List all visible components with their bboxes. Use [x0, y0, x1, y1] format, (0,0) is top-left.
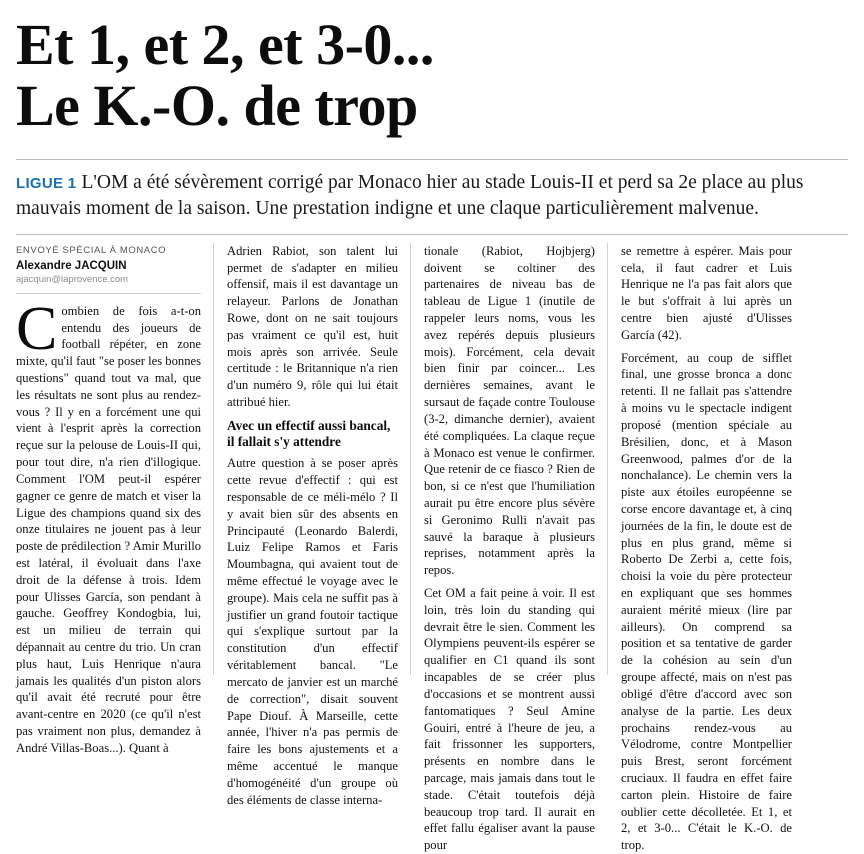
column-4 [607, 243, 804, 853]
paragraph-c4-p2: Forcément, au coup de sifflet final, une grosse bronca a donc retenti. Il ne fallait pas s'attendre à moins vu le spectacle indigent proposé (mention spéciale au Brésilien, donc, et à Mason Greenwood, palmes d'or de la nonchalance). Le chemin vers la piste aux étoiles européenne se corse encore davantage et, à cinq journées de la fin, le doute est de plus en plus grand, même si Roberto De Zerbi a, cette fois, choisi la voie du père protecteur en expliquant que ses hommes auraient mérité mieux (lire par ailleurs). On comprend sa position et sa tentative de garder de la cohésion au sein d'un groupe affecté, mais on n'est pas obligé d'être d'accord avec son analyse de la partie. Les deux prochains rendez-vous au Vélodrome, contre Montpellier puis Brest, seront forcément cruciaux. Il faudra en effet faire carton plein. Histoire de faire oublier cette décolletée. Et 1, et 2, et 3-0... C'était le K.-O. de trop. [621, 350, 792, 853]
divider-above-chapeau [16, 159, 848, 160]
column-1 [16, 243, 213, 755]
paragraph-c1-p1-text: ombien de fois a-t-on entendu des joueurs de football répéter, en zone mixte, qu'il faut "se poser les bonnes questions" quand tout va mal, que les résultats ne sont plus au rendez-vous ? Il y en a forcément une qui vient à l'esprit après la correction reçue sur la pelouse de Louis-II qui, pour tout dire, n'a rien d'illogique. Comment l'OM peut-il espérer gagner ce genre de match et viser la Ligue des champions quand six des onze titulaires ne jouent pas à leur poste de prédilection ? Amir Murillo est latéral, il évoluait dans l'axe droit de la défense à trois. Idem pour Ulisses García, son pendant à gauche. Geoffrey Kondogbia, lui, est un milieu de terrain qui dépannait au centre du trio. Un cran plus haut, Luis Henrique n'aura jamais les qualités d'un piston alors qu'il avait été recruté pour être avant-centre en 2020 (ce qu'il n'est pas vraiment non plus, demandez à André Villas-Boas...). Quant à [16, 303, 201, 755]
page-title [16, 14, 848, 137]
paragraph-c3-p1: tionale (Rabiot, Hojbjerg) doivent se coltiner des partenaires de niveau bas de tableau de Ligue 1 (inutile de rappeler leurs noms, vous les avez repérés depuis plusieurs mois). Forcément, cela devait bien finir par coincer... Les dernières semaines, avant le sursaut de façade contre Toulouse (3-2, dimanche dernier), avaient été compliquées. La claque reçue à Monaco est venue le confirmer. Que retenir de ce fiasco ? Rien de bon, si ce n'est que l'humiliation aurait pu être encore plus sévère si Geronimo Rulli n'avait pas sauvé la baraque à plusieurs reprises, notamment après la repos. [424, 243, 595, 578]
paragraph-c4-p1: se remettre à espérer. Mais pour cela, il faut cadrer et Luis Henrique ne l'a pas fait alors que le but s'offrait à lui après un centre bien ajusté d'Ulisses García (42). [621, 243, 792, 342]
section-tag: LIGUE 1 [16, 174, 77, 192]
paragraph-c2-p2: Autre question à se poser après cette revue d'effectif : qui est responsable de ce méli-mélo ? Il y avait bien sûr des absents en Principauté (Leonardo Balerdi, Luiz Felipe Ramos et Faris Moumbagna, qui avaient tout de même effectué le voyage avec le groupe). Mais cela ne suffit pas à justifier un grand foutoir tactique qui s'explique surtout par la constitution d'un effectif véritablement bancal. "Le mercato de janvier est un marché de correction", disait souvent Pape Diouf. À Marseille, cette année, l'hiver n'a pas permis de faire les bons ajustements et a même accentué le manque d'homogénéité d'un groupe où des éléments de classe interna- [227, 456, 398, 807]
section-subhead: Avec un effectif aussi bancal, il fallait s'y attendre [227, 417, 391, 450]
chapeau-text: L'OM a été sévèrement corrigé par Monaco hier au stade Louis-II et perd sa 2e place au plus mauvais moment de la saison. Une prestation indigne et une claque particulièrement malvenue. [16, 171, 804, 219]
drop-cap: C [16, 294, 58, 363]
byline-kicker: ENVOYÉ SPÉCIAL À MONACO [16, 244, 167, 256]
paragraph-c2-p1: Adrien Rabiot, son talent lui permet de s'adapter en milieu offensif, mais il est davantage un relayeur. Parlons de Jonathan Rowe, dont on ne sait toujours pas vraiment ce qu'il est, huit mois après son arrivée. Seule certitude : le Britannique n'a rien d'un numéro 9, rôle qui lui était attribué hier. [227, 243, 398, 410]
column-3 [410, 243, 607, 853]
byline-author: Alexandre JACQUIN [16, 259, 127, 272]
byline-email: ajacquin@laprovence.com [16, 273, 129, 285]
headline-line-2: Le K.-O. de trop [16, 73, 418, 139]
article-columns [16, 243, 848, 853]
divider-below-chapeau [16, 234, 848, 235]
headline-line-1: Et 1, et 2, et 3-0... [16, 12, 434, 77]
chapeau [16, 170, 848, 222]
paragraph-c1-p1 [16, 294, 201, 757]
byline-divider [16, 293, 201, 294]
column-2 [213, 243, 410, 807]
paragraph-c3-p2: Cet OM a fait peine à voir. Il est loin, très loin du standing qui devrait être le sien. Comment les Olympiens peuvent-ils espérer se qualifier en C1 quand ils sont incapables de se créer plus d'occasions et se montrent aussi fantomatiques ? Seul Amine Gouiri, entré à l'heure de jeu, a fait frissonner les supporters, présents en nombre dans le parcage, mais jamais dans tout le stade. C'était toutefois déjà beaucoup trop tard. Il aurait en effet fallu égaliser avant la pause pour [424, 586, 595, 853]
